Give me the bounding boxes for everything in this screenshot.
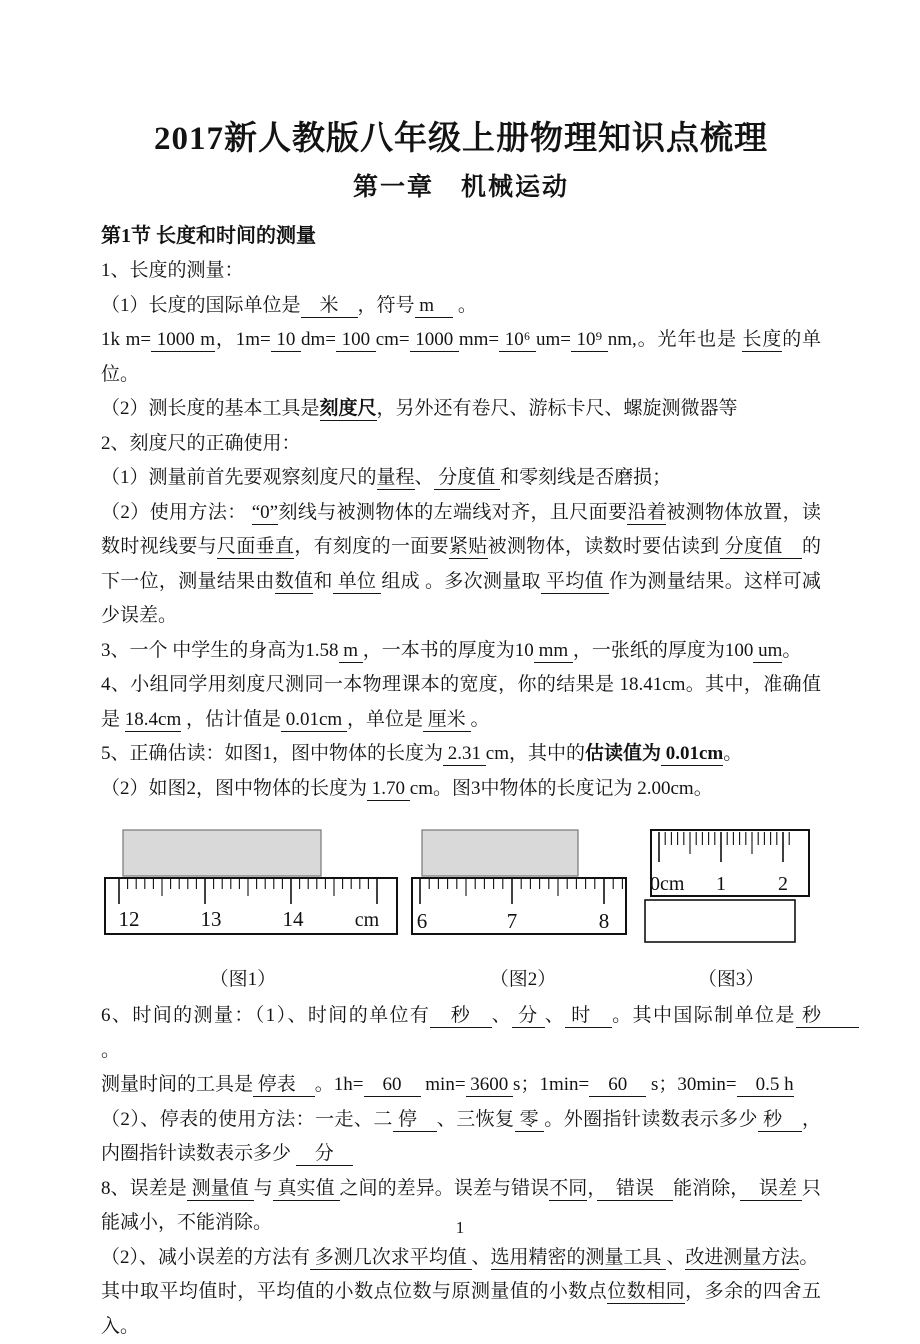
figure-3-ruler-diagram: [643, 816, 815, 962]
paragraph: [101, 737, 821, 772]
paragraph: [101, 254, 821, 289]
text-run: ，单位是: [346, 708, 423, 730]
paragraph: [101, 1068, 821, 1103]
text-run: 只能减小，不能消除。: [101, 1177, 821, 1233]
text-run: 、: [471, 1246, 491, 1268]
answer-blank: 100: [335, 329, 376, 350]
text-run: 。: [799, 1246, 819, 1268]
answer-blank: 量程: [376, 467, 415, 488]
answer-blank: 错误: [596, 1177, 674, 1199]
text-run: 、: [414, 467, 434, 488]
figure-1-caption: （图1）: [209, 969, 277, 990]
text-run: 、: [544, 1005, 566, 1026]
text-run: 3、一个 中学生的身高为1.58: [101, 639, 339, 661]
ruler-label: 12: [118, 907, 140, 931]
text-run: s；30min=: [646, 1074, 737, 1095]
text-run: 被测物体，读数时要估读到: [487, 536, 720, 557]
text-run: 组成 。多次测量取: [381, 570, 541, 592]
text-run: （2）、停表的使用方法：一走、二: [101, 1108, 393, 1130]
text-run: ，有刻度的一面要: [294, 536, 449, 557]
paragraph: [101, 1275, 821, 1344]
ruler-label: 7: [506, 909, 518, 933]
paragraph: [101, 461, 821, 496]
answer-blank: 误差: [739, 1177, 802, 1199]
answer-blank: 不同: [549, 1177, 588, 1199]
ruler-rect: [105, 878, 397, 934]
answer-blank: 零: [514, 1108, 545, 1130]
text-run: 、: [666, 1246, 686, 1268]
page-title: 2017新人教版八年级上册物理知识点梳理: [154, 121, 768, 157]
answer-blank: 位数相同: [607, 1281, 686, 1302]
ruler-label: 0cm: [650, 873, 685, 895]
answer-blank: 10⁹: [570, 329, 608, 350]
answer-blank: 1000 m: [151, 329, 216, 350]
measured-object-rect: [123, 830, 321, 876]
answer-blank: 10⁶: [499, 329, 536, 350]
answer-blank: 秒: [757, 1108, 802, 1130]
answer-blank: 0.5 h: [736, 1074, 794, 1095]
text-run: 的单位。: [101, 329, 822, 385]
text-run: （2）如图2，图中物体的长度为: [101, 777, 368, 799]
text-run: ，多余的四舍五入。: [101, 1281, 821, 1337]
body-text-bottom: [101, 999, 859, 1344]
text-run: （2）测长度的基本工具是: [101, 398, 320, 419]
answer-blank: 秒: [795, 1005, 859, 1026]
paragraph: [101, 772, 821, 807]
ruler-label: 1: [716, 873, 726, 895]
answer-blank: 改进测量方法: [685, 1246, 800, 1268]
text-run: （1）长度的国际单位是: [101, 294, 301, 316]
text-run: 其中取平均值时，平均值的小数点位数与原测量值的小数点: [101, 1281, 608, 1302]
answer-blank: 分度值: [719, 536, 802, 557]
answer-blank: 刻度尺: [319, 398, 377, 419]
text-run: 5、正确估读：如图1，图中物体的长度为: [101, 743, 444, 764]
ruler-label: 2: [778, 873, 788, 895]
measured-object-rect: [422, 830, 578, 876]
answer-blank: 停表: [253, 1074, 315, 1095]
answer-blank: 0.01cm: [281, 708, 347, 730]
answer-blank: 秒: [430, 1005, 492, 1026]
text-run: 。: [101, 1039, 121, 1061]
figure-3-caption: （图3）: [697, 969, 765, 990]
ruler-label: 8: [598, 909, 610, 933]
figure-2-caption: （图2）: [489, 969, 557, 990]
text-run: 。外圈指针读数表示多少: [544, 1108, 758, 1130]
text-run: cm=: [375, 329, 410, 350]
text-run: cm。图3中物体的长度记为 2.00cm。: [409, 777, 713, 799]
answer-blank: 单位: [332, 570, 382, 592]
text-run: 。: [453, 294, 477, 316]
answer-blank: 2.31: [443, 743, 486, 764]
text-run: 能消除，: [673, 1177, 740, 1199]
answer-blank: 紧贴: [448, 536, 488, 557]
text-run: ，估计值是: [181, 708, 281, 730]
answer-blank: 分: [511, 1005, 545, 1026]
text-run: 测量时间的工具是: [101, 1074, 254, 1095]
text-run: ，一本书的厚度为10: [362, 639, 534, 661]
text-run: 8、误差是: [101, 1177, 187, 1199]
text-run: 刻线与被测物体的左端线对齐，且尺面要: [278, 501, 628, 523]
answer-blank: 60: [589, 1074, 647, 1095]
paragraph: [101, 668, 821, 737]
paragraph: [101, 289, 821, 324]
answer-blank: 沿着: [627, 501, 667, 523]
text-run: nm,。光年也是: [607, 329, 743, 350]
answer-blank: 数值: [274, 570, 314, 592]
text-run: 和: [313, 570, 333, 592]
text-run: 4、小组同学用刻度尺测同一本物理课本的宽度，你的结果是 18.41cm。其中，准确值是: [101, 674, 821, 730]
paragraph: [101, 634, 821, 669]
answer-blank: 米: [300, 294, 358, 316]
text-run: cm，其中的: [485, 743, 585, 764]
text-run: mm=: [458, 329, 500, 350]
text-run: （2）使用方法：: [101, 501, 252, 523]
ruler-label: 14: [282, 907, 304, 931]
ruler-label: 6: [416, 909, 428, 933]
answer-blank: 1.70: [367, 777, 410, 799]
measured-object-rect: [645, 900, 795, 942]
answer-blank: 长度: [742, 329, 783, 350]
chapter-title: 第一章 机械运动: [352, 174, 569, 201]
text-run: s；1min=: [513, 1074, 590, 1095]
text-run: 被测物体放置，读数时视线要与: [101, 501, 821, 557]
text-run: （2）、减小误差的方法有: [101, 1246, 311, 1268]
figure-2-ruler-diagram: [410, 816, 634, 962]
answer-blank: mm: [533, 639, 573, 661]
answer-blank: 真实值: [272, 1177, 340, 1199]
answer-blank: 分度值: [433, 467, 501, 488]
answer-blank: m: [414, 294, 454, 316]
answer-blank: 3600: [465, 1074, 514, 1095]
text-run: 1k m=: [101, 329, 152, 350]
answer-blank: 18.4cm: [124, 708, 182, 730]
paragraph: [101, 392, 821, 427]
text-run: dm=: [300, 329, 336, 350]
answer-blank: 选用精密的测量工具: [490, 1246, 667, 1268]
text-run: 、: [491, 1005, 512, 1026]
text-run: 1、长度的测量：: [101, 260, 244, 281]
text-run: ，内圈指针读数表示多少: [101, 1108, 821, 1164]
answer-blank: 0.01cm: [661, 743, 724, 764]
figure-captions: [101, 964, 821, 991]
section-heading: 第1节 长度和时间的测量: [101, 225, 316, 247]
text-run: 。1h=: [314, 1074, 364, 1095]
answer-blank: 平均值: [540, 570, 609, 592]
answer-blank: 1000: [409, 329, 459, 350]
answer-blank: 尺面垂直: [216, 536, 295, 557]
answer-blank: 测量值: [186, 1177, 254, 1199]
answer-blank: 10: [270, 329, 301, 350]
figure-1-ruler-diagram: [101, 816, 401, 962]
answer-blank: um: [753, 639, 783, 661]
text-run: 。: [782, 639, 802, 661]
answer-blank: 分: [295, 1143, 353, 1164]
text-run: 6、时间的测量：（1）、时间的单位有: [101, 1005, 431, 1026]
ruler-label: 13: [200, 907, 222, 931]
text-run: min=: [420, 1074, 466, 1095]
paragraph: [101, 1103, 821, 1172]
answer-blank: “0”: [251, 501, 279, 523]
text-run: 与: [253, 1177, 273, 1199]
text-run: 。: [723, 743, 743, 764]
text-run: 的下一位，测量结果由: [101, 536, 821, 592]
paragraph: [101, 323, 821, 392]
text-run: ，另外还有卷尺、游标卡尺、螺旋测微器等: [376, 398, 738, 419]
text-run: 之间的差异。误差与错误: [339, 1177, 550, 1199]
paragraph: [101, 427, 821, 462]
text-run: （1）测量前首先要观察刻度尺的: [101, 467, 377, 488]
figures-row: [101, 816, 815, 962]
answer-blank: 60: [363, 1074, 421, 1095]
text-run: ，符号: [357, 294, 415, 316]
text-run: 作为测量结果。这样可减少误差。: [101, 570, 821, 626]
text-run: 。其中国际制单位是: [612, 1005, 796, 1026]
text-run: um=: [535, 329, 571, 350]
text-run: 和零刻线是否磨损；: [500, 467, 672, 488]
text-run: 估读值为: [584, 743, 661, 764]
paragraph: [101, 999, 859, 1068]
paragraph: [101, 496, 821, 634]
ruler-rect: [412, 878, 626, 934]
answer-blank: m: [338, 639, 363, 661]
text-run: ，: [587, 1177, 597, 1199]
answer-blank: 厘米: [422, 708, 471, 730]
paragraph: [101, 1241, 821, 1276]
text-run: 。: [470, 708, 490, 730]
text-run: ，一张纸的厚度为100: [572, 639, 754, 661]
text-run: ，1m=: [215, 329, 271, 350]
answer-blank: 多测几次求平均值: [310, 1246, 472, 1268]
text-run: 、三恢复: [436, 1108, 515, 1130]
text-run: 2、刻度尺的正确使用：: [101, 432, 301, 454]
answer-blank: 停: [392, 1108, 437, 1130]
body-text-top: [101, 254, 821, 806]
page-number: 1: [455, 1218, 465, 1237]
answer-blank: 时: [565, 1005, 613, 1026]
ruler-unit-label: cm: [354, 909, 380, 931]
